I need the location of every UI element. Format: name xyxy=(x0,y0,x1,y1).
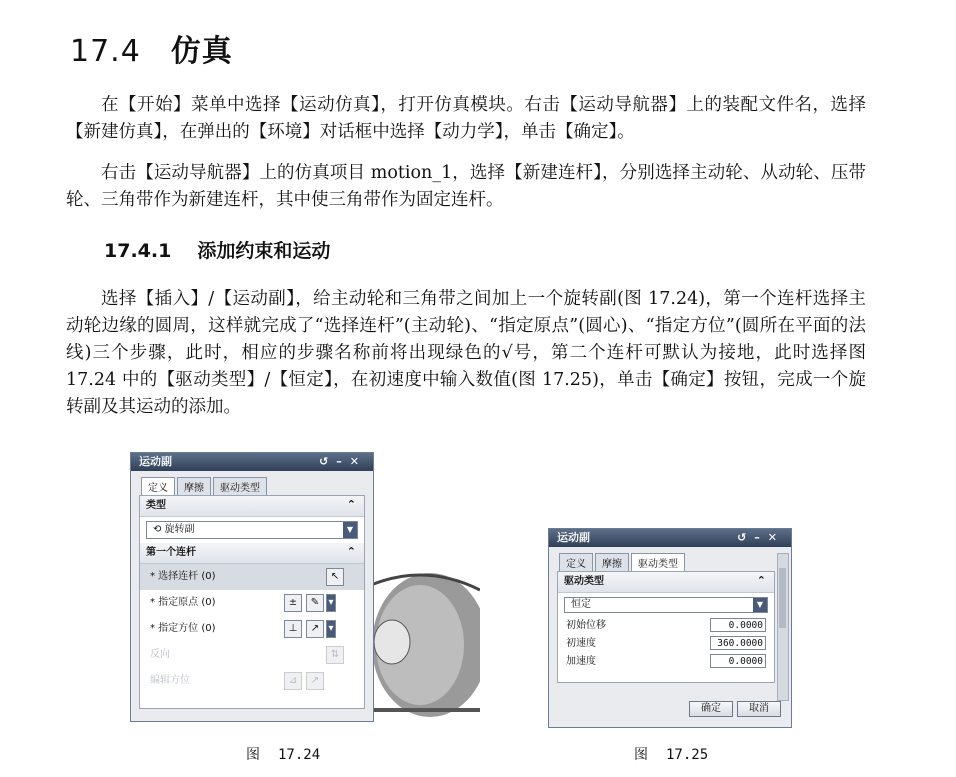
ok-button[interactable]: 确定 xyxy=(689,701,733,717)
subsection-title: 添加约束和运动 xyxy=(197,240,331,262)
csys-snap-icon: ↗ xyxy=(306,672,324,690)
row-select-link-label: * 选择连杆 (0) xyxy=(150,571,216,582)
select-cursor-icon[interactable]: ↖ xyxy=(326,568,344,586)
window-controls[interactable]: ↺–✕ xyxy=(319,455,367,468)
row-reverse xyxy=(140,642,364,668)
chevron-down-icon[interactable]: ▾ xyxy=(326,594,336,612)
tab-friction[interactable]: 摩擦 xyxy=(177,477,211,495)
initial-displacement-input[interactable]: 0.0000 xyxy=(710,618,766,632)
group-type-label: 类型 xyxy=(146,500,166,511)
field-initial-displacement-label: 初始位移 xyxy=(566,620,606,631)
section-heading xyxy=(70,26,233,70)
vector-snap-icon[interactable]: ↗ xyxy=(306,620,324,638)
tab-driver[interactable]: 驱动类型 xyxy=(631,553,685,571)
field-acceleration xyxy=(558,653,774,671)
intro-paragraph-1: 在【开始】菜单中选择【运动仿真】，打开仿真模块。右击【运动导航器】上的装配文件名，选择【新建仿真】，在弹出的【环境】对话框中选择【动力学】，单击【确定】。 xyxy=(66,95,866,142)
dialog-panel xyxy=(139,495,365,709)
acceleration-input[interactable]: 0.0000 xyxy=(710,654,766,668)
caption-label: 图 xyxy=(246,747,260,763)
row-edit-orientation xyxy=(140,668,364,694)
row-edit-orientation-label: 编辑方位 xyxy=(150,675,190,686)
intro-paragraph-2: 右击【运动导航器】上的仿真项目 motion_1，选择【新建连杆】，分别选择主动轮、从动轮、压带轮、三角带作为新建连杆，其中使三角带作为固定连杆。 xyxy=(66,163,866,210)
row-specify-origin-label: * 指定原点 (0) xyxy=(150,597,216,608)
chevron-up-icon[interactable]: ⌃ xyxy=(756,574,766,587)
section-title: 仿真 xyxy=(170,34,233,69)
csys-icon: ⊿ xyxy=(284,672,302,690)
group-driver-type[interactable] xyxy=(558,572,774,593)
cancel-button[interactable]: 取消 xyxy=(737,701,781,717)
scrollbar-thumb[interactable] xyxy=(779,568,786,628)
group-type[interactable] xyxy=(140,496,364,517)
chevron-down-icon[interactable]: ▼ xyxy=(343,522,357,538)
group-first-link-label: 第一个连杆 xyxy=(146,547,196,558)
dialog-titlebar xyxy=(549,529,791,547)
row-select-link[interactable] xyxy=(140,564,364,590)
motion-joint-dialog xyxy=(130,452,374,722)
chevron-up-icon[interactable]: ⌃ xyxy=(346,545,356,558)
chevron-down-icon[interactable]: ▾ xyxy=(326,620,336,638)
dialog-titlebar xyxy=(131,453,373,471)
type-select[interactable] xyxy=(146,521,358,539)
window-controls[interactable]: ↺–✕ xyxy=(737,531,785,544)
wheel-hub xyxy=(374,620,410,664)
tab-definition[interactable]: 定义 xyxy=(559,553,593,571)
caption-number: 17.24 xyxy=(278,747,321,763)
row-specify-orientation-label: * 指定方位 (0) xyxy=(150,623,216,634)
joint-icon: ⟲ xyxy=(153,524,165,535)
field-initial-velocity xyxy=(558,635,774,653)
subsection-number: 17.4.1 xyxy=(104,240,172,262)
figure-caption-17-24 xyxy=(246,744,320,764)
dialog-title: 运动副 xyxy=(139,455,172,468)
field-initial-velocity-label: 初速度 xyxy=(566,638,596,649)
tab-definition[interactable]: 定义 xyxy=(141,477,175,495)
scrollbar[interactable] xyxy=(777,553,789,701)
chevron-up-icon[interactable]: ⌃ xyxy=(346,498,356,511)
figure-caption-17-25 xyxy=(634,744,708,764)
motion-joint-dialog-driver xyxy=(548,528,792,728)
reverse-icon: ⇅ xyxy=(326,646,344,664)
vector-dialog-icon[interactable]: ⊥ xyxy=(284,620,302,638)
tab-friction[interactable]: 摩擦 xyxy=(595,553,629,571)
caption-label: 图 xyxy=(634,747,648,763)
row-specify-origin[interactable] xyxy=(140,590,364,616)
point-snap-icon[interactable]: ✎ xyxy=(306,594,324,612)
dialog-tabs xyxy=(549,547,791,571)
initial-velocity-input[interactable]: 360.0000 xyxy=(710,636,766,650)
body-paragraph: 选择【插入】/【运动副】，给主动轮和三角带之间加上一个旋转副(图 17.24)，第一个连杆选择主动轮边缘的圆周，这样就完成了“选择连杆”(主动轮)、“指定原点”(圆心)、“指定方位”(圆所在平面的法线)三个步骤，此时，相应的步骤名称前将出现绿色的√号，第二个连杆可默认为接地，此时选择图 17.24 中的【驱动类型】/【恒定】，在初速度中输入数值(图 17.25)，单击【确定】按钮，完成一个旋转副及其运动的添加。 xyxy=(66,289,866,417)
dialog-title: 运动副 xyxy=(557,531,590,544)
point-dialog-icon[interactable]: ± xyxy=(284,594,302,612)
tab-driver[interactable]: 驱动类型 xyxy=(213,477,267,495)
dialog-panel xyxy=(557,571,775,683)
chevron-down-icon[interactable]: ▼ xyxy=(753,598,767,612)
driver-type-value: 恒定 xyxy=(571,599,591,610)
section-number: 17.4 xyxy=(70,34,141,69)
field-initial-displacement xyxy=(558,617,774,635)
subsection-heading xyxy=(104,236,330,263)
group-first-link[interactable] xyxy=(140,543,364,564)
group-driver-type-label: 驱动类型 xyxy=(564,576,604,587)
type-select-value: 旋转副 xyxy=(164,524,195,535)
wheel-graphic xyxy=(360,560,480,725)
dialog-tabs xyxy=(131,471,373,495)
driver-type-select[interactable] xyxy=(564,597,768,613)
field-acceleration-label: 加速度 xyxy=(566,656,596,667)
row-reverse-label: 反向 xyxy=(150,649,170,660)
row-specify-orientation[interactable] xyxy=(140,616,364,642)
caption-number: 17.25 xyxy=(666,747,709,763)
